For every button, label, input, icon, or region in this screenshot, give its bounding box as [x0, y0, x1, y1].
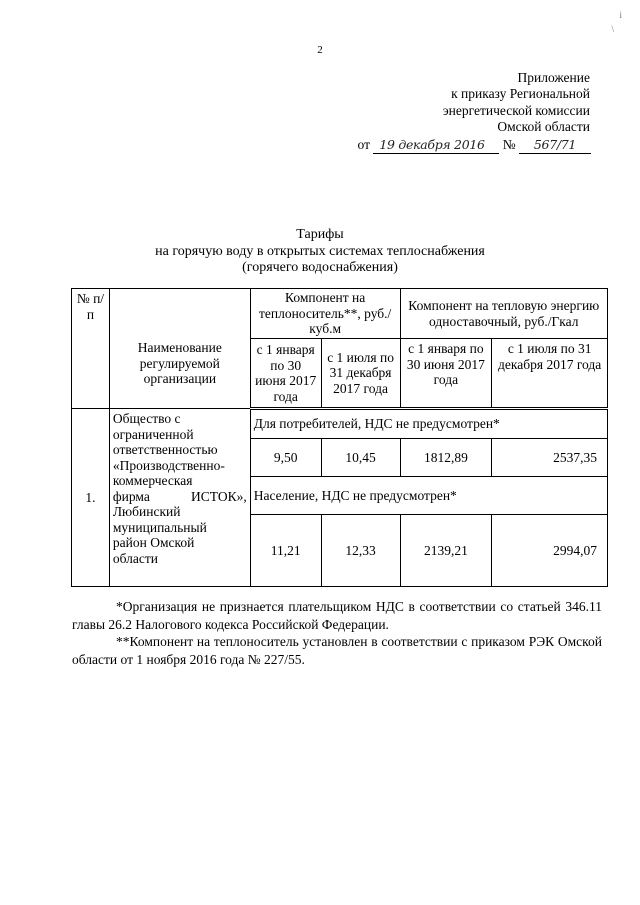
org-name-line: Общество с	[112, 411, 181, 426]
order-reference	[358, 137, 592, 154]
org-name-line: ответственностью	[112, 442, 218, 457]
appendix-line: Приложение	[517, 70, 590, 85]
header-component-carrier: Компонент на теплоноситель**, руб./куб.м	[250, 289, 400, 339]
header-component-energy: Компонент на тепловую энергию одноставочный, руб./Гкал	[400, 289, 607, 339]
value-cell: 10,45	[321, 439, 400, 477]
org-name-line: фирма ИСТОК»,	[112, 488, 247, 504]
header-num: № п/п	[72, 289, 110, 409]
group-label-consumers: Для потребителей, НДС не предусмотрен*	[250, 409, 607, 439]
order-number-sign: №	[502, 137, 516, 152]
period-header: с 1 января по 30 июня 2017 года	[400, 339, 492, 409]
header-org-name: Наименование регулируемой организации	[109, 289, 250, 409]
org-name-line: ограниченной	[112, 426, 194, 442]
group-label-population: Население, НДС не предусмотрен*	[250, 477, 607, 515]
org-name-line: район Омской	[112, 535, 195, 550]
appendix-line: Омской области	[497, 119, 590, 135]
footnote-vat: *Организация не признается плательщиком НДС в соответствии со статьей 346.11 главы 26.2 Налогового кодекса Российской Федерации.	[72, 599, 602, 632]
value-cell: 2139,21	[400, 515, 492, 587]
order-prefix: от	[357, 137, 370, 152]
tariff-table	[71, 288, 608, 587]
footnote-carrier: **Компонент на теплоноситель установлен в соответствии с приказом РЭК Омской области от 1 ноября 2016 года № 227/55.	[72, 634, 602, 667]
period-header: с 1 января по 30 июня 2017 года	[250, 339, 321, 409]
order-date-handwritten: 19 декабря 2016	[379, 137, 485, 152]
org-name-line: коммерческая	[112, 473, 193, 488]
appendix-line: к приказу Региональной	[451, 86, 590, 102]
corner-mark-2: \	[611, 24, 614, 34]
value-cell: 2537,35	[492, 439, 608, 477]
org-name-line: области	[112, 550, 159, 566]
org-name-cell	[109, 409, 250, 587]
period-header: с 1 июля по 31 декабря 2017 года	[321, 339, 400, 409]
row-num: 1.	[72, 409, 110, 587]
page-number: 2	[317, 44, 323, 56]
value-cell: 12,33	[321, 515, 400, 587]
org-name-line: «Производственно-	[112, 457, 225, 473]
org-name-line: Любинский	[112, 504, 181, 519]
title-line: Тарифы	[296, 227, 344, 242]
value-cell: 9,50	[250, 439, 321, 477]
period-header: с 1 июля по 31 декабря 2017 года	[492, 339, 608, 409]
order-number-handwritten: 567/71	[533, 137, 577, 152]
value-cell: 1812,89	[400, 439, 492, 477]
appendix-header	[360, 70, 590, 136]
value-cell: 2994,07	[492, 515, 608, 587]
title-line: (горячего водоснабжения)	[242, 260, 398, 276]
footnotes	[72, 598, 602, 668]
value-cell: 11,21	[250, 515, 321, 587]
org-name-line: муниципальный	[112, 519, 207, 535]
appendix-line: энергетической комиссии	[442, 102, 590, 118]
title-line: на горячую воду в открытых системах теплоснабжения	[155, 243, 485, 259]
document-title	[0, 227, 640, 277]
corner-mark: і	[619, 10, 622, 20]
